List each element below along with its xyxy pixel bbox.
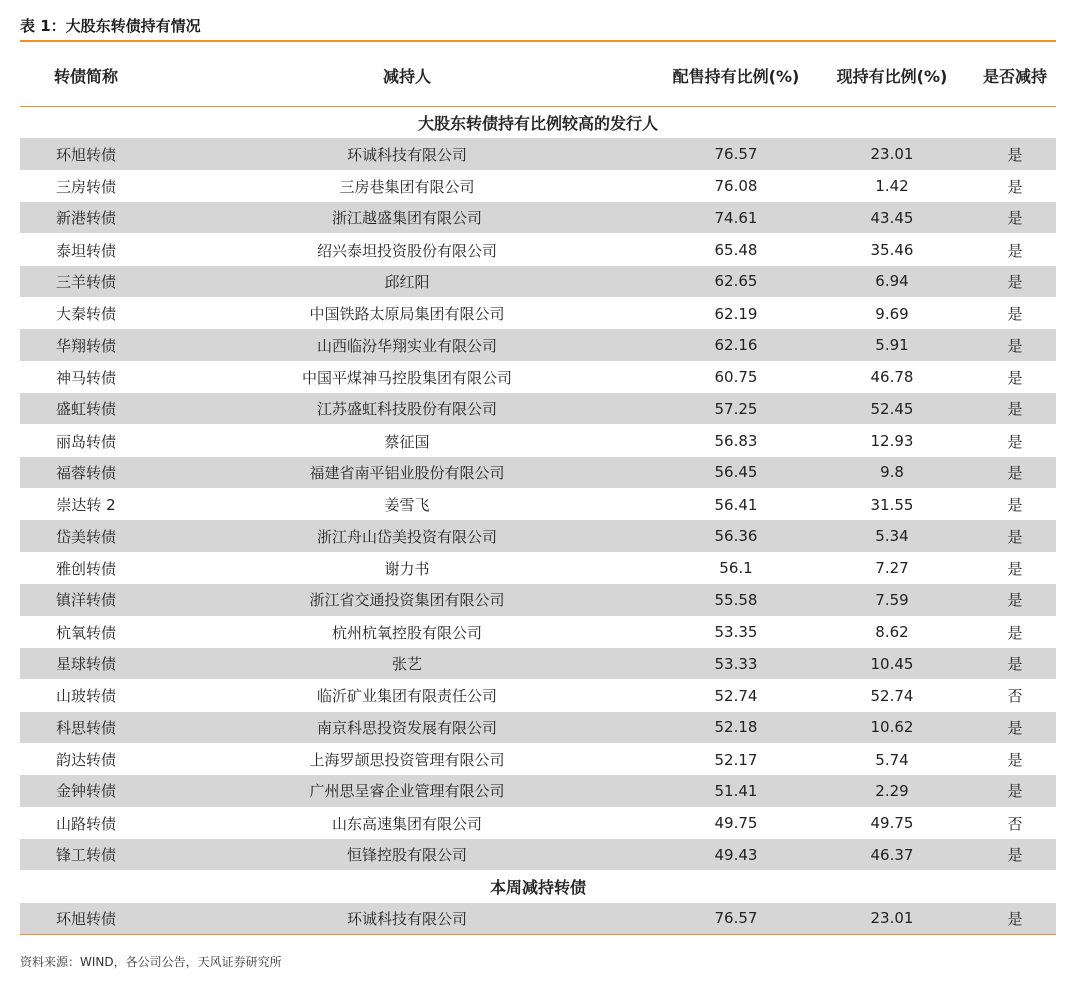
cell-holder: 邱红阳 [152,266,662,298]
header-bond-name: 转债简称 [20,45,152,107]
cell-holder: 杭州杭氧控股有限公司 [331,623,482,642]
cell-placement-pct: 49.75 [714,814,758,833]
cell-bond-name: 镇洋转债 [20,584,152,616]
header-placement-pct: 配售持有比例(%) [662,45,810,107]
cell-bond-name: 环旭转债 [20,138,152,170]
cell-reduced: 否 [1007,814,1023,833]
cell-current-pct: 2.29 [810,775,974,807]
cell-current-pct: 31.55 [870,495,914,514]
cell-current-pct: 23.01 [810,138,974,170]
cell-bond-name: 雅创转债 [55,559,116,578]
cell-placement-pct: 76.08 [714,177,758,196]
cell-current-pct: 5.34 [810,520,974,552]
table-row [20,202,1056,234]
cell-reduced: 是 [974,903,1056,935]
cell-bond-name: 福蓉转债 [20,457,152,489]
table-row [20,170,1056,202]
cell-placement-pct: 62.65 [662,266,810,298]
cell-reduced: 是 [974,457,1056,489]
cell-reduced: 是 [1007,305,1023,324]
cell-placement-pct: 52.18 [662,712,810,744]
cell-current-pct: 35.46 [870,241,914,260]
cell-current-pct: 23.01 [810,903,974,935]
cell-reduced: 否 [1007,687,1023,706]
top-rule [20,40,1056,42]
cell-current-pct: 6.94 [810,266,974,298]
cell-placement-pct: 53.33 [662,648,810,680]
cell-bond-name: 泰坦转债 [55,241,116,260]
cell-holder: 临沂矿业集团有限责任公司 [316,687,497,706]
cell-placement-pct: 74.61 [662,202,810,234]
cell-reduced: 是 [1007,559,1023,578]
cell-current-pct: 9.8 [810,457,974,489]
holdings-table [20,45,1056,935]
table-row [20,234,1056,266]
cell-placement-pct: 62.16 [662,329,810,361]
table-row [20,648,1056,680]
cell-current-pct: 5.91 [810,329,974,361]
cell-bond-name: 崇达转 2 [56,496,116,515]
table-body [20,107,1056,935]
cell-current-pct: 43.45 [810,202,974,234]
cell-reduced: 是 [1007,241,1023,260]
table-row [20,393,1056,425]
cell-bond-name: 大秦转债 [55,305,116,324]
cell-reduced: 是 [974,202,1056,234]
table-row [20,361,1056,393]
section-title: 本周减持转债 [489,878,586,898]
table-row [20,489,1056,521]
cell-placement-pct: 49.43 [662,839,810,871]
cell-bond-name: 三房转债 [55,177,116,196]
cell-current-pct: 1.42 [875,177,909,196]
cell-holder: 谢力书 [384,559,430,578]
table-row [20,903,1056,935]
cell-reduced: 是 [1007,751,1023,770]
cell-reduced: 是 [1007,368,1023,387]
cell-current-pct: 46.37 [810,839,974,871]
cell-bond-name: 金钟转债 [20,775,152,807]
cell-placement-pct: 62.19 [714,304,758,323]
cell-placement-pct: 53.35 [714,623,758,642]
cell-holder: 中国铁路太原局集团有限公司 [309,305,505,324]
cell-bond-name: 山路转债 [55,814,116,833]
cell-bond-name: 丽岛转债 [55,432,116,451]
cell-current-pct: 49.75 [870,814,914,833]
cell-current-pct: 12.93 [870,432,914,451]
cell-reduced: 是 [974,584,1056,616]
cell-placement-pct: 56.1 [719,559,753,578]
cell-current-pct: 5.74 [875,750,909,769]
table-row [20,743,1056,775]
cell-placement-pct: 56.41 [714,495,758,514]
cell-placement-pct: 51.41 [662,775,810,807]
cell-placement-pct: 60.75 [714,368,758,387]
cell-holder: 姜雪飞 [384,496,430,515]
cell-placement-pct: 76.57 [662,138,810,170]
table-title: 表 1：大股东转债持有情况 [20,17,201,35]
table-row [20,425,1056,457]
cell-placement-pct: 76.57 [662,903,810,935]
cell-placement-pct: 56.36 [662,520,810,552]
cell-placement-pct: 57.25 [662,393,810,425]
cell-placement-pct: 56.83 [714,432,758,451]
table-row [20,520,1056,552]
source-note: 资料来源：WIND，各公司公告，天风证券研究所 [20,955,282,969]
cell-current-pct: 46.78 [870,368,914,387]
cell-holder: 江苏盛虹科技股份有限公司 [152,393,662,425]
cell-bond-name: 神马转债 [55,368,116,387]
header-row [20,45,1056,107]
cell-holder: 广州思呈睿企业管理有限公司 [152,775,662,807]
cell-holder: 蔡征国 [384,432,430,451]
cell-reduced: 是 [974,712,1056,744]
cell-holder: 三房巷集团有限公司 [339,177,475,196]
cell-holder: 环诚科技有限公司 [152,138,662,170]
cell-current-pct: 7.59 [810,584,974,616]
cell-reduced: 是 [974,393,1056,425]
cell-current-pct: 8.62 [875,623,909,642]
table-row [20,775,1056,807]
cell-holder: 张艺 [152,648,662,680]
cell-holder: 福建省南平铝业股份有限公司 [152,457,662,489]
cell-holder: 浙江省交通投资集团有限公司 [152,584,662,616]
cell-bond-name: 岱美转债 [20,520,152,552]
table-row [20,839,1056,871]
table-row [20,584,1056,616]
cell-holder: 中国平煤神马控股集团有限公司 [301,368,512,387]
cell-holder: 绍兴泰坦投资股份有限公司 [316,241,497,260]
table-row [20,552,1056,584]
cell-bond-name: 科思转债 [20,712,152,744]
cell-reduced: 是 [974,266,1056,298]
table-row [20,616,1056,648]
cell-bond-name: 锋工转债 [20,839,152,871]
table-row [20,457,1056,489]
cell-placement-pct: 55.58 [662,584,810,616]
cell-reduced: 是 [974,648,1056,680]
table-row [20,712,1056,744]
table-row [20,680,1056,712]
cell-holder: 上海罗颉思投资管理有限公司 [309,751,505,770]
section-title: 大股东转债持有比例较高的发行人 [417,114,658,134]
table-row [20,298,1056,330]
header-reduced: 是否减持 [974,45,1056,107]
table-row [20,807,1056,839]
cell-placement-pct: 52.17 [714,750,758,769]
table-row [20,138,1056,170]
cell-bond-name: 新港转债 [20,202,152,234]
cell-reduced: 是 [974,775,1056,807]
cell-holder: 环诚科技有限公司 [152,903,662,935]
cell-holder: 山东高速集团有限公司 [331,814,482,833]
cell-bond-name: 山玻转债 [55,687,116,706]
cell-bond-name: 盛虹转债 [20,393,152,425]
cell-current-pct: 52.74 [870,686,914,705]
cell-reduced: 是 [1007,496,1023,515]
cell-bond-name: 环旭转债 [20,903,152,935]
cell-placement-pct: 65.48 [714,241,758,260]
cell-current-pct: 10.62 [810,712,974,744]
table-row [20,266,1056,298]
cell-current-pct: 52.45 [810,393,974,425]
cell-reduced: 是 [1007,432,1023,451]
cell-bond-name: 韵达转债 [55,751,116,770]
cell-bond-name: 星球转债 [20,648,152,680]
section-major-holders-header [20,107,1056,139]
cell-reduced: 是 [974,839,1056,871]
cell-bond-name: 杭氧转债 [55,623,116,642]
cell-current-pct: 9.69 [875,304,909,323]
cell-holder: 浙江舟山岱美投资有限公司 [152,520,662,552]
cell-bond-name: 华翔转债 [20,329,152,361]
cell-reduced: 是 [974,520,1056,552]
cell-current-pct: 7.27 [875,559,909,578]
cell-holder: 南京科思投资发展有限公司 [152,712,662,744]
cell-placement-pct: 56.45 [662,457,810,489]
cell-reduced: 是 [1007,177,1023,196]
cell-current-pct: 10.45 [810,648,974,680]
cell-holder: 山西临汾华翔实业有限公司 [152,329,662,361]
cell-holder: 恒锋控股有限公司 [152,839,662,871]
cell-bond-name: 三羊转债 [20,266,152,298]
cell-placement-pct: 52.74 [714,686,758,705]
cell-reduced: 是 [1007,623,1023,642]
cell-reduced: 是 [974,138,1056,170]
header-current-pct: 现持有比例(%) [810,45,974,107]
cell-holder: 浙江越盛集团有限公司 [152,202,662,234]
cell-reduced: 是 [974,329,1056,361]
section-weekly-reduction-header [20,871,1056,903]
header-holder: 减持人 [152,45,662,107]
table-row [20,329,1056,361]
